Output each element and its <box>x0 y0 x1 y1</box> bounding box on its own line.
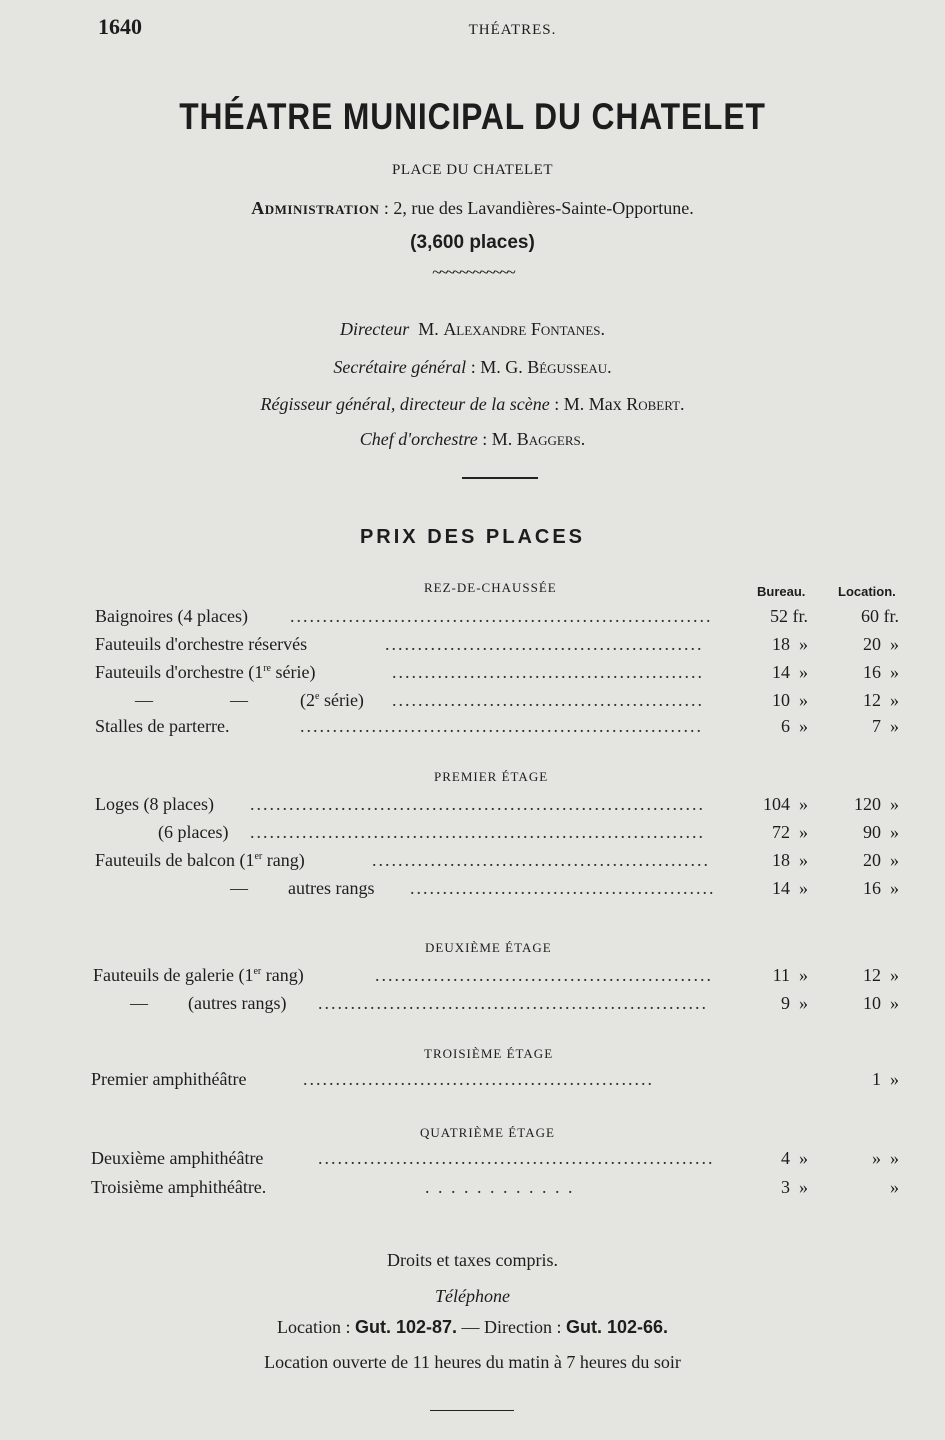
price-bureau: 14 » <box>772 662 808 682</box>
price-bureau: 14 » <box>772 878 808 898</box>
row-label-part: Fauteuils de balcon (1 <box>95 850 255 870</box>
dot-leader: ............................................... <box>410 878 716 898</box>
price-row <box>0 794 945 818</box>
price-row <box>0 1069 945 1093</box>
row-label: (autres rangs) <box>188 993 287 1013</box>
price-location: 12 » <box>863 690 899 710</box>
telephone-line <box>0 1317 945 1338</box>
price-row <box>0 634 945 658</box>
row-label <box>95 850 305 871</box>
section-label-rdc: REZ-DE-CHAUSSÉE <box>424 580 557 595</box>
staff-line <box>0 357 945 378</box>
row-label <box>300 690 364 711</box>
dash-marker: — <box>130 993 148 1013</box>
row-label-part: Fauteuils d'orchestre (1 <box>95 662 264 682</box>
price-location: 10 » <box>863 993 899 1013</box>
row-label <box>93 965 304 986</box>
telephone-direction-number: Gut. 102-66. <box>565 1317 669 1337</box>
price-row <box>0 662 945 686</box>
price-bureau: 4 » <box>781 1148 808 1168</box>
price-location: 120 » <box>854 794 899 814</box>
taxes-note: Droits et taxes compris. <box>387 1250 558 1270</box>
dot-leader: .................................................... <box>375 965 713 985</box>
price-location: 7 » <box>872 716 899 736</box>
dot-leader: ...................................................................... <box>250 822 705 842</box>
staff-role: Directeur <box>339 319 410 339</box>
row-label <box>95 662 315 683</box>
section-label-deuxieme: DEUXIÈME ÉTAGE <box>425 940 552 955</box>
staff-line <box>0 319 945 340</box>
price-bureau: 18 » <box>772 850 808 870</box>
row-label-part: Fauteuils de galerie (1 <box>93 965 254 985</box>
section-rule <box>462 477 538 479</box>
price-bureau: 3 » <box>781 1177 808 1197</box>
staff-role: Secrétaire général <box>333 357 467 377</box>
telephone-separator: — <box>457 1317 484 1337</box>
price-location: 90 » <box>863 822 899 842</box>
section-label-troisieme: TROISIÈME ÉTAGE <box>424 1046 554 1061</box>
price-bureau: 10 » <box>772 690 808 710</box>
price-bureau: 72 » <box>772 822 808 842</box>
staff-sep: M. <box>409 319 444 339</box>
price-location: 16 » <box>863 878 899 898</box>
administration-line <box>0 198 945 219</box>
price-bureau: 104 » <box>763 794 808 814</box>
row-label: Fauteuils d'orchestre réservés <box>95 634 308 654</box>
address-line: PLACE DU CHATELET <box>392 162 553 178</box>
dot-leader: ................................................................. <box>290 606 713 626</box>
row-label: autres rangs <box>288 878 375 898</box>
row-label: Troisième amphithéâtre. <box>91 1177 267 1197</box>
staff-sep: : M. Max <box>549 394 627 414</box>
telephone-heading <box>0 1286 945 1307</box>
price-location: 20 » <box>863 634 899 654</box>
administration-value: : 2, rue des Lavandières-Sainte-Opportune. <box>379 198 694 218</box>
footer-rule <box>430 1410 514 1411</box>
row-label: (6 places) <box>158 822 229 842</box>
price-location: » <box>890 1177 899 1197</box>
column-header-location: Location. <box>838 584 896 599</box>
price-location: 60 fr. <box>861 606 899 626</box>
price-location: 12 » <box>863 965 899 985</box>
row-label: Baignoires (4 places) <box>95 606 248 626</box>
staff-role: Chef d'orchestre <box>359 429 478 449</box>
row-label: Deuxième amphithéâtre <box>91 1148 264 1168</box>
section-label-premier: PREMIER ÉTAGE <box>434 769 549 784</box>
price-location: 16 » <box>863 662 899 682</box>
telephone-direction-label: Direction : <box>484 1317 566 1337</box>
telephone-heading-text: Téléphone <box>435 1286 510 1306</box>
price-location: » » <box>872 1148 899 1168</box>
dash-marker: — <box>230 878 248 898</box>
staff-name: Robert. <box>626 394 685 414</box>
price-location: 20 » <box>863 850 899 870</box>
running-head: THÉATRES. <box>468 22 557 38</box>
dot-leader: ................................................ <box>392 662 704 682</box>
row-label: Stalles de parterre. <box>95 716 230 736</box>
dot-leader: ...................................................... <box>303 1069 654 1089</box>
price-row <box>0 850 945 874</box>
section-label-quatrieme: QUATRIÈME ÉTAGE <box>420 1125 555 1140</box>
staff-name: Baggers. <box>516 429 586 449</box>
row-label: Premier amphithéâtre <box>91 1069 247 1089</box>
dash-marker: — <box>230 690 248 710</box>
row-label-sup: re <box>263 663 271 674</box>
price-bureau: 18 » <box>772 634 808 654</box>
dash-marker: — <box>135 690 153 710</box>
staff-line <box>0 394 945 415</box>
price-row <box>0 993 945 1017</box>
row-label-part: série) <box>319 690 364 710</box>
page-number: 1640 <box>98 14 142 39</box>
staff-sep: : M. <box>477 429 517 449</box>
staff-name: Alexandre Fontanes. <box>443 319 605 339</box>
dot-leader: ................................................ <box>392 690 704 710</box>
row-label-sup: er <box>253 966 262 977</box>
capacity: (3,600 places) <box>410 232 535 253</box>
row-label-sup: er <box>254 851 263 862</box>
price-row <box>0 1148 945 1172</box>
dot-leader: ............................................................. <box>318 1148 715 1168</box>
dot-leader: .................................................... <box>372 850 710 870</box>
telephone-location-number: Gut. 102-87. <box>354 1317 457 1337</box>
price-bureau: 6 » <box>781 716 808 736</box>
row-label-part: (2 <box>300 690 315 710</box>
price-bureau: 52 fr. <box>770 606 808 626</box>
price-row <box>0 965 945 989</box>
price-row <box>0 716 945 740</box>
telephone-location-label: Location : <box>276 1317 355 1337</box>
price-row <box>0 690 945 714</box>
dot-leader: ............................................................ <box>318 993 708 1013</box>
row-label-part: rang) <box>262 850 305 870</box>
dot-leader: . . . . . . . . . . . . <box>425 1177 575 1197</box>
prices-title: PRIX DES PLACES <box>359 526 586 548</box>
administration-label: Administration <box>251 198 380 218</box>
hours-line: Location ouverte de 11 heures du matin à 7 heures du soir <box>264 1352 681 1372</box>
row-label: Loges (8 places) <box>95 794 214 814</box>
price-bureau: 11 » <box>772 965 808 985</box>
row-label-part: rang) <box>261 965 304 985</box>
row-label-part: série) <box>270 662 316 682</box>
price-row <box>0 822 945 846</box>
column-header-bureau: Bureau. <box>757 584 806 599</box>
page-title: THÉATRE MUNICIPAL DU CHATELET <box>179 96 766 137</box>
dot-leader: ...................................................................... <box>250 794 705 814</box>
staff-sep: : M. G. <box>466 357 528 377</box>
row-label-sup: e <box>315 691 320 702</box>
dot-leader: .............................................................. <box>300 716 703 736</box>
staff-role: Régisseur général, directeur de la scène <box>260 394 550 414</box>
price-row <box>0 878 945 902</box>
staff-line <box>0 429 945 450</box>
price-row <box>0 1177 945 1201</box>
price-location: 1 » <box>872 1069 899 1089</box>
price-bureau: 9 » <box>781 993 808 1013</box>
ornament-divider: ~~~~~~~~~~~~ <box>432 262 513 282</box>
price-row <box>0 606 945 630</box>
dot-leader: ................................................. <box>385 634 704 654</box>
staff-name: Bégusseau. <box>527 357 612 377</box>
